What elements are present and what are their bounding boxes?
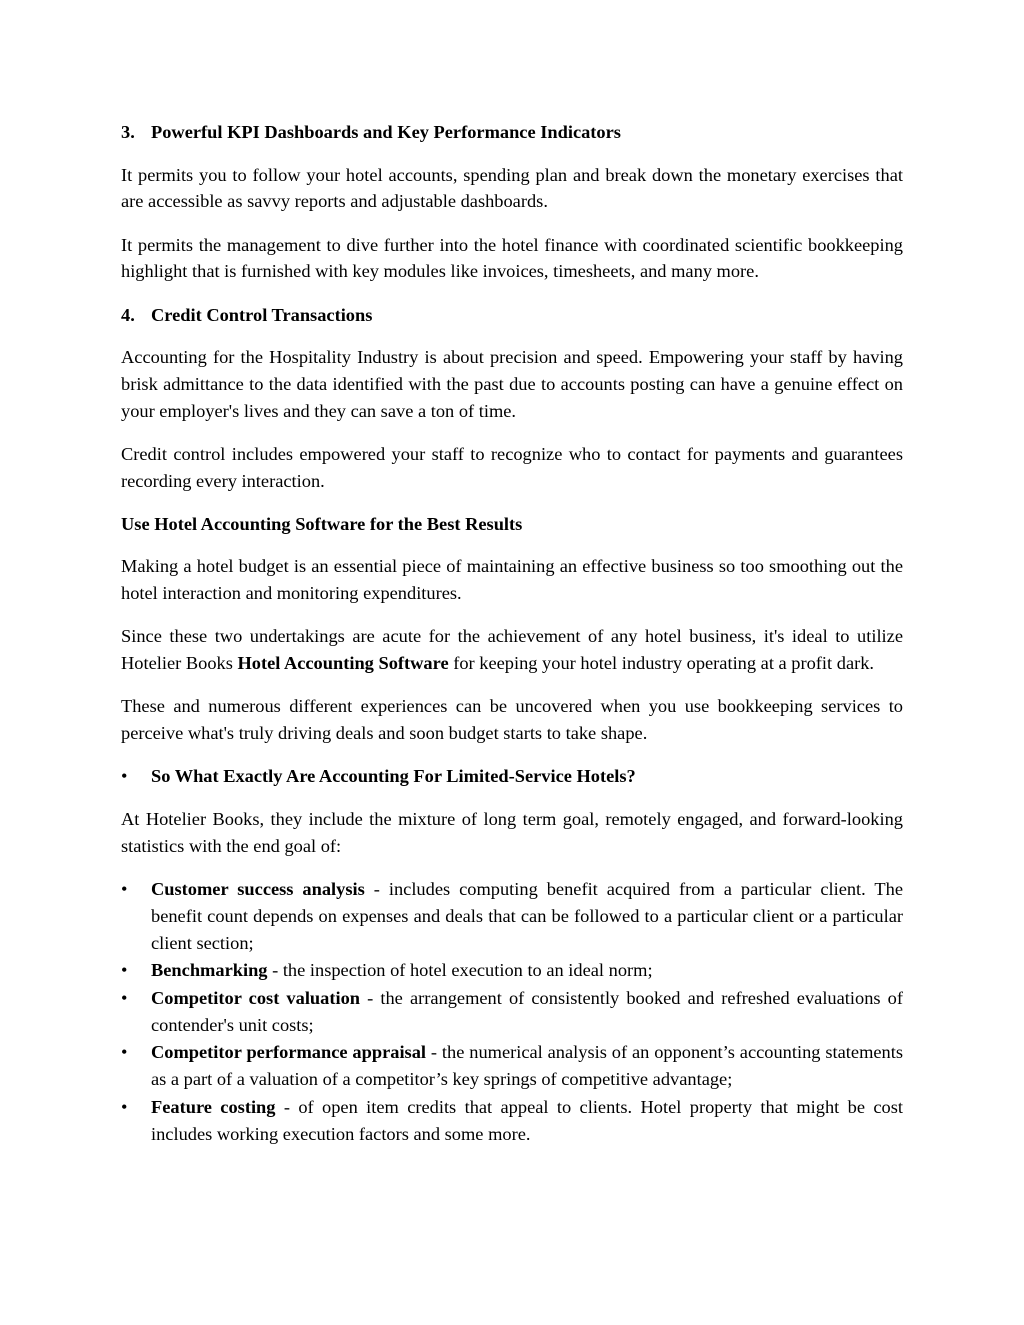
list-item-description: - the inspection of hotel execution to an ideal norm; (267, 960, 653, 981)
bullet-icon: • (121, 1096, 128, 1117)
limited-service-heading (121, 763, 903, 790)
list-item-term: Customer success analysis (151, 879, 365, 900)
best-results-paragraph-2 (121, 623, 903, 676)
section-4-title: Credit Control Transactions (151, 304, 373, 325)
list-item (121, 957, 903, 984)
list-item-description: - the numerical analysis of an opponent’s accounting statements as a part of a valuation of a competitor’s key springs of competitive advantage; (151, 1042, 903, 1090)
list-item (121, 876, 903, 956)
hotel-accounting-software-emphasis: Hotel Accounting Software (237, 653, 449, 674)
section-4-paragraph-1: Accounting for the Hospitality Industry is about precision and speed. Empowering your staff by having brisk admittance to the data identified with the past due to accounts posting can have a genuine effect on your employer's lives and they can save a ton of time. (121, 347, 903, 421)
bullet-icon: • (121, 766, 128, 787)
section-3-heading (121, 119, 903, 146)
list-item-term: Competitor cost valuation (151, 988, 361, 1009)
section-4-paragraph-2: Credit control includes empowered your staff to recognize who to contact for payments and guarantees recording every interaction. (121, 443, 903, 491)
best-results-paragraph-3: These and numerous different experiences can be uncovered when you use bookkeeping services to perceive what's truly driving deals and soon budget starts to take shape. (121, 696, 903, 743)
bullet-icon: • (121, 1042, 128, 1063)
best-results-paragraph-1: Making a hotel budget is an essential piece of maintaining an effective business so too smoothing out the hotel interaction and monitoring expenditures. (121, 556, 903, 604)
section-4-heading (121, 302, 903, 329)
list-item-description: - the arrangement of consistently booked and refreshed evaluations of contender's unit costs; (151, 988, 903, 1035)
best-results-p2-text-after: for keeping your hotel industry operating at a profit dark. (448, 653, 875, 674)
list-item (121, 1039, 903, 1092)
list-item (121, 1094, 903, 1147)
best-results-heading: Use Hotel Accounting Software for the Best Results (121, 513, 523, 534)
section-3-paragraph-2: It permits the management to dive further into the hotel finance with coordinated scientific bookkeeping highlight that is furnished with key modules like invoices, timesheets, and many more. (121, 234, 903, 282)
section-4-number: 4. (121, 304, 135, 325)
best-results-p2-text-before: Since these two undertakings are acute for the achievement of any hotel business, it's ideal to utilize Hotelier Books (121, 626, 903, 674)
limited-service-intro: At Hotelier Books, they include the mixture of long term goal, remotely engaged, and forward-looking statistics with the end goal of: (121, 809, 903, 857)
list-item-description: - of open item credits that appeal to clients. Hotel property that might be cost includes working execution factors and some more. (151, 1096, 903, 1144)
bullet-icon: • (121, 879, 128, 900)
list-item (121, 985, 903, 1038)
section-3-title: Powerful KPI Dashboards and Key Performance Indicators (151, 122, 621, 142)
list-item-term: Competitor performance appraisal (151, 1042, 427, 1063)
list-item-term: Benchmarking (151, 960, 268, 981)
section-3-paragraph-1: It permits you to follow your hotel accounts, spending plan and break down the monetary exercises that are accessible as savvy reports and adjustable dashboards. (121, 164, 903, 212)
list-item-term: Feature costing (151, 1096, 276, 1117)
document-page (121, 119, 903, 1148)
accounting-items-list (121, 876, 903, 1147)
section-3-number: 3. (121, 122, 135, 142)
limited-service-title: So What Exactly Are Accounting For Limited-Service Hotels? (151, 766, 636, 787)
bullet-icon: • (121, 988, 128, 1009)
list-item-description: - includes computing benefit acquired from a particular client. The benefit count depends on expenses and deals that can be followed to a particular client or a particular client section; (151, 879, 903, 953)
bullet-icon: • (121, 960, 128, 981)
